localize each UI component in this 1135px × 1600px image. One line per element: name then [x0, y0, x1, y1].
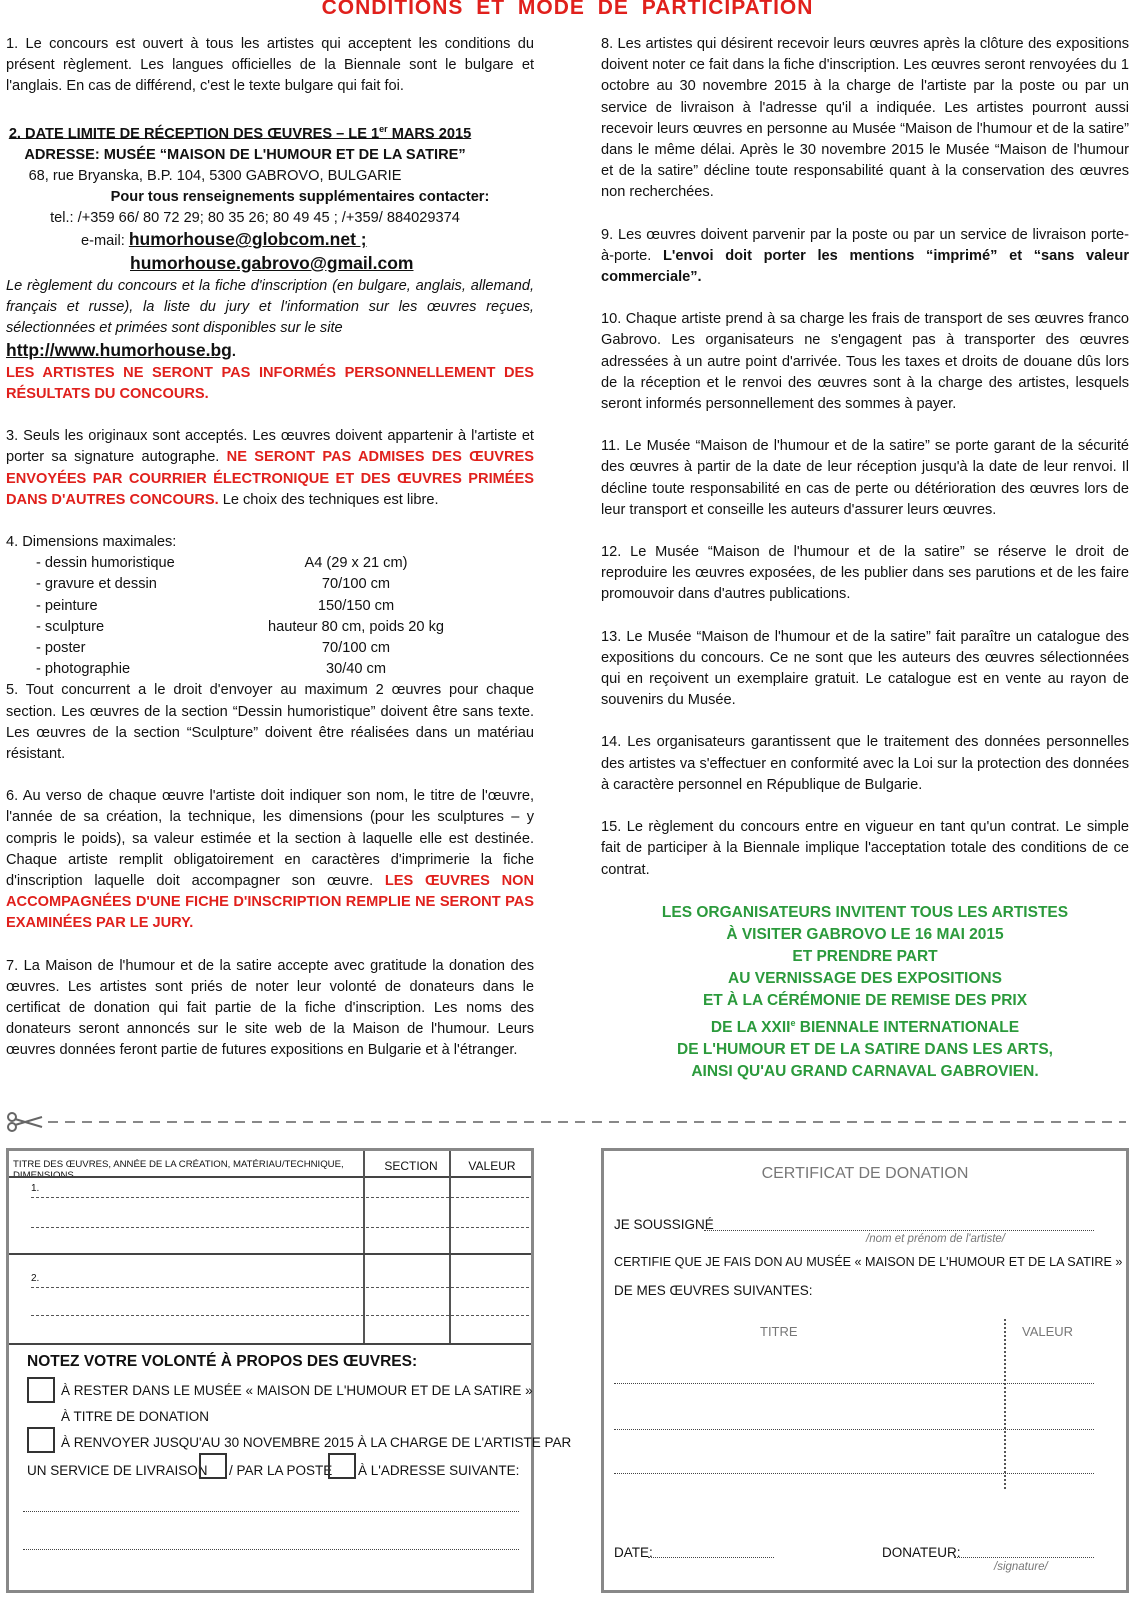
article-4 — [6, 532, 534, 680]
donation-option: À RESTER DANS LE MUSÉE « MAISON DE L'HUMOUR ET DE LA SATIRE » — [61, 1383, 533, 1398]
return-option: À RENVOYER JUSQU'AU 30 NOVEMBRE 2015 À LA CHARGE DE L'ARTISTE PAR — [61, 1435, 572, 1450]
address-title: ADRESSE: MUSÉE “MAISON DE L'HUMOUR ET DE LA SATIRE” — [24, 146, 466, 163]
dimension-value: 70/100 cm — [321, 576, 391, 593]
date-label: DATE: — [614, 1545, 653, 1560]
entry-line[interactable] — [31, 1227, 529, 1228]
col-header-title: TITRE DES ŒUVRES, ANNÉE DE LA CRÉATION, MATÉRIAU/TECHNIQUE, DIMENSIONS — [13, 1159, 344, 1181]
signature-line[interactable] — [954, 1557, 1094, 1558]
results-notice: LES ARTISTES NE SERONT PAS INFORMÉS PERSONNELLEMENT DES RÉSULTATS DU CONCOURS. — [6, 364, 534, 402]
dimension-type: - photographie — [36, 661, 131, 678]
title-column: TITRE — [760, 1324, 798, 1339]
article-1: 1. Le concours est ouvert à tous les artistes qui acceptent les conditions du présent règlement. Les langues officielles de la Biennale sont le bulgare et l'anglais. En cas de différend, c'est le texte bulgare qui fait foi. — [6, 36, 534, 95]
entry-line[interactable] — [31, 1315, 529, 1316]
email-link-2[interactable]: humorhouse.gabrovo@gmail.com — [130, 252, 414, 273]
address-line[interactable] — [23, 1549, 519, 1550]
column-divider — [1004, 1319, 1006, 1489]
entry-line[interactable] — [31, 1287, 529, 1288]
invitation-line: ET PRENDRE PART — [792, 947, 938, 965]
invitation-line: DE L'HUMOUR ET DE LA SATIRE DANS LES ARTS, — [677, 1040, 1053, 1058]
page-title: CONDITIONS ET MODE DE PARTICIPATION — [321, 0, 814, 19]
dimension-row — [6, 574, 534, 595]
row-rule — [9, 1253, 531, 1255]
dimension-type: - sculpture — [36, 618, 105, 635]
dimension-row — [6, 659, 534, 680]
work-line[interactable] — [614, 1383, 1094, 1384]
header-rule — [9, 1176, 531, 1178]
works-label: DE MES ŒUVRES SUIVANTES: — [614, 1283, 813, 1298]
delivery-service-checkbox[interactable] — [199, 1453, 227, 1479]
email-line: e-mail: humorhouse@globcom.net ; — [81, 229, 367, 250]
dimensions-list — [6, 553, 534, 680]
article-10: 10. Chaque artiste prend à sa charge les frais de transport de ses œuvres franco Gabrovo. Les organisateurs ne s'engagent pas à transporter des œuvres adressées à un autre point d'arrivée. Tous les taxes et droits de douane dûs lors de la réception et le renvoi des œuvres sont à la charge des artistes, lesquels seront informés personnellement des sommes à payer. — [601, 311, 1129, 413]
article-14: 14. Les organisateurs garantissent que le traitement des données personnelles des artistes va s'effectuer en conformité avec la Loi sur la protection des données à caractère personnel en République de Bulgarie. — [601, 734, 1129, 793]
invitation-line: AINSI QU'AU GRAND CARNAVAL GABROVIEN. — [691, 1062, 1039, 1080]
article-9: 9. Les œuvres doivent parvenir par la poste ou par un service de livraison porte-à-porte. L'envoi doit porter les mentions “imprimé” et “sans valeur commerciale”. — [601, 226, 1129, 286]
invitation-line: DE LA XXIIe BIENNALE INTERNATIONALE — [710, 1017, 1020, 1036]
dimension-type: - peinture — [36, 597, 98, 614]
article-15: 15. Le règlement du concours entre en vigueur en tant qu'un contrat. Le simple fait de participer à la Biennale implique l'acceptation totale des conditions de ce contrat. — [601, 819, 1129, 878]
registration-form — [6, 1148, 572, 1593]
post-label: / PAR LA POSTE — [229, 1463, 333, 1478]
date-line[interactable] — [648, 1557, 774, 1558]
left-column — [6, 34, 534, 1083]
scissors-icon — [8, 1113, 42, 1131]
deadline: 2. DATE LIMITE DE RÉCEPTION DES ŒUVRES – LE 1er MARS 2015 — [8, 123, 472, 142]
rules-info: Le règlement du concours et la fiche d'inscription (en bulgare, anglais, allemand, français et russe), la liste du jury et l'information sur les œuvres reçues, sélectionnées et primées sont disponibles sur le site — [6, 277, 534, 337]
address: 68, rue Bryanska, B.P. 104, 5300 GABROVO, BULGARIE — [28, 167, 402, 184]
site-line: http://www.humorhouse.bg. — [6, 339, 236, 360]
address-line[interactable] — [23, 1511, 519, 1512]
invitation-line: LES ORGANISATEURS INVITENT TOUS LES ARTISTES — [661, 903, 1069, 921]
certify-text: CERTIFIE QUE JE FAIS DON AU MUSÉE « MAISON DE L'HUMOUR ET DE LA SATIRE » — [614, 1255, 1123, 1269]
email-line-2 — [6, 253, 534, 276]
dimension-type: - dessin humoristique — [36, 555, 175, 572]
certificate-title: CERTIFICAT DE DONATION — [761, 1165, 969, 1182]
dimension-row — [6, 617, 534, 638]
dimension-value: hauteur 80 cm, poids 20 kg — [267, 618, 445, 635]
row-rule — [9, 1343, 531, 1345]
donation-option-2: À TITRE DE DONATION — [61, 1409, 210, 1424]
invitation-line: AU VERNISSAGE DES EXPOSITIONS — [728, 969, 1002, 987]
intention-heading: NOTEZ VOTRE VOLONTÉ À PROPOS DES ŒUVRES: — [27, 1353, 418, 1370]
row-number: 2. — [31, 1273, 40, 1284]
dimension-value: 150/150 cm — [317, 597, 395, 614]
right-column — [601, 34, 1129, 1083]
dimension-row — [6, 553, 534, 574]
donation-checkbox[interactable] — [27, 1377, 55, 1403]
post-checkbox[interactable] — [328, 1453, 356, 1479]
delivery-service-label: UN SERVICE DE LIVRAISON — [27, 1463, 208, 1478]
article-7: 7. La Maison de l'humour et de la satire accepte avec gratitude la donation des œuvres. Les artistes sont priés de noter leur volonté de donateurs dans le certificat de donation qui fait partie de la fiche d'inscription. Les noms des donateurs seront annoncés sur le site web de la Maison de l'humour. Leurs œuvres données feront partie de futures expositions en Bulgarie et à l'étranger. — [6, 957, 534, 1059]
dimension-value: A4 (29 x 21 cm) — [304, 555, 408, 572]
cut-line — [6, 1112, 1128, 1132]
work-line[interactable] — [614, 1473, 1094, 1474]
address-label: À L'ADRESSE SUIVANTE: — [358, 1463, 520, 1478]
dimension-value: 30/40 cm — [325, 661, 387, 678]
invitation-line: À VISITER GABROVO LE 16 MAI 2015 — [726, 925, 1004, 943]
dimension-row — [6, 596, 534, 617]
work-line[interactable] — [614, 1429, 1094, 1430]
dimension-type: - gravure et dessin — [36, 576, 157, 593]
article-3: 3. Seuls les originaux sont acceptés. Les œuvres doivent appartenir à l'artiste et porter sa signature autographe. NE SERONT PAS ADMISES DES ŒUVRES ENVOYÉES PAR COURRIER ÉLECTRONIQUE ET DES ŒUVRES PRIMÉES DANS D'AUTRES CONCOURS. Le choix des techniques est libre. — [6, 428, 534, 508]
value-column: VALEUR — [1022, 1324, 1074, 1339]
article-11: 11. Le Musée “Maison de l'humour et de la satire” se porte garant de la sécurité des œuvres à partir de la date de leur réception jusqu'à la date de leur renvoi. Il décline toute responsabilité en cas de perte ou détérioration des œuvres lors de leur transport et conseille les auteurs d'assurer leurs œuvres. — [601, 438, 1129, 518]
website-link[interactable]: http://www.humorhouse.bg — [6, 339, 232, 360]
name-line[interactable] — [704, 1230, 1094, 1231]
article-13: 13. Le Musée “Maison de l'humour et de la satire” fait paraître un catalogue des expositions du concours. Ce ne sont que les auteurs des œuvres sélectionnées qui en reçoivent un exemplaire gratuit. Le catalogue est en vente au rayon de souvenirs du Musée. — [601, 628, 1129, 709]
article-5: 5. Tout concurrent a le droit d'envoyer au maximum 2 œuvres pour chaque section. Les œuvres de la section “Dessin humoristique” doivent être sans texte. Les œuvres de la section “Sculpture” doivent être réalisées dans un matériau résistant. — [6, 682, 534, 762]
return-checkbox[interactable] — [27, 1427, 55, 1453]
invitation-line: ET À LA CÉRÉMONIE DE REMISE DES PRIX — [702, 991, 1028, 1009]
dimension-value: 70/100 cm — [321, 639, 391, 656]
article-12: 12. Le Musée “Maison de l'humour et de la satire” se réserve le droit de reproduire les œuvres exposées, de les publier dans ses parutions et de les faire promouvoir dans d'autres publications. — [601, 544, 1129, 603]
donation-certificate — [601, 1148, 1129, 1593]
row-number: 1. — [31, 1183, 40, 1194]
article-6: 6. Au verso de chaque œuvre l'artiste doit indiquer son nom, le titre de l'œuvre, l'année de sa création, la technique, les dimensions (pour les sculptures – y compris le poids), sa valeur estimée et la section à laquelle elle est destinée. Chaque artiste remplit obligatoirement en caractères d'imprimerie la fiche d'inscription laquelle doit accompagner son œuvre. LES ŒUVRES NON ACCOMPAGNÉES D'UNE FICHE D'INSCRIPTION REMPLIE NE SERONT PAS EXAMINÉES PAR LE JURY. — [6, 788, 534, 932]
article-8: 8. Les artistes qui désirent recevoir leurs œuvres après la clôture des expositions doivent noter ce fait dans la fiche d'inscription. Les œuvres seront renvoyées du 1 octobre au 30 novembre 2015 à la charge de l'artiste par la poste ou par un service de livraison à l'adresse qu'il a indiquée. Les artistes pourront aussi recevoir leurs œuvres en personne au Musée “Maison de l'humour et de la satire” dans le même délai. Après le 30 novembre 2015 le Musée “Maison de l'humour et de la satire” décline toute responsabilité quant à la conservation des œuvres non recherchées. — [601, 36, 1129, 201]
col-header-value: VALEUR — [468, 1159, 516, 1173]
invitation-block — [601, 902, 1129, 1083]
email-link-1[interactable]: humorhouse@globcom.net ; — [128, 229, 367, 250]
article-2 — [6, 119, 534, 406]
contact-heading: Pour tous renseignements supplémentaires contacter: — [110, 189, 490, 206]
telephone: tel.: /+359 66/ 80 72 29; 80 35 26; 80 49 45 ; /+359/ 884029374 — [50, 210, 460, 227]
col-header-section: SECTION — [384, 1159, 438, 1173]
dimensions-title: 4. Dimensions maximales: — [6, 533, 177, 550]
donor-label: DONATEUR: — [882, 1545, 961, 1560]
signature-hint: /signature/ — [994, 1561, 1048, 1573]
dimension-type: - poster — [36, 639, 86, 656]
dimension-row — [6, 638, 534, 659]
undersigned-label: JE SOUSSIGNÉ — [614, 1217, 714, 1232]
name-hint: /nom et prénom de l'artiste/ — [866, 1233, 1005, 1245]
entry-line[interactable] — [31, 1197, 529, 1198]
